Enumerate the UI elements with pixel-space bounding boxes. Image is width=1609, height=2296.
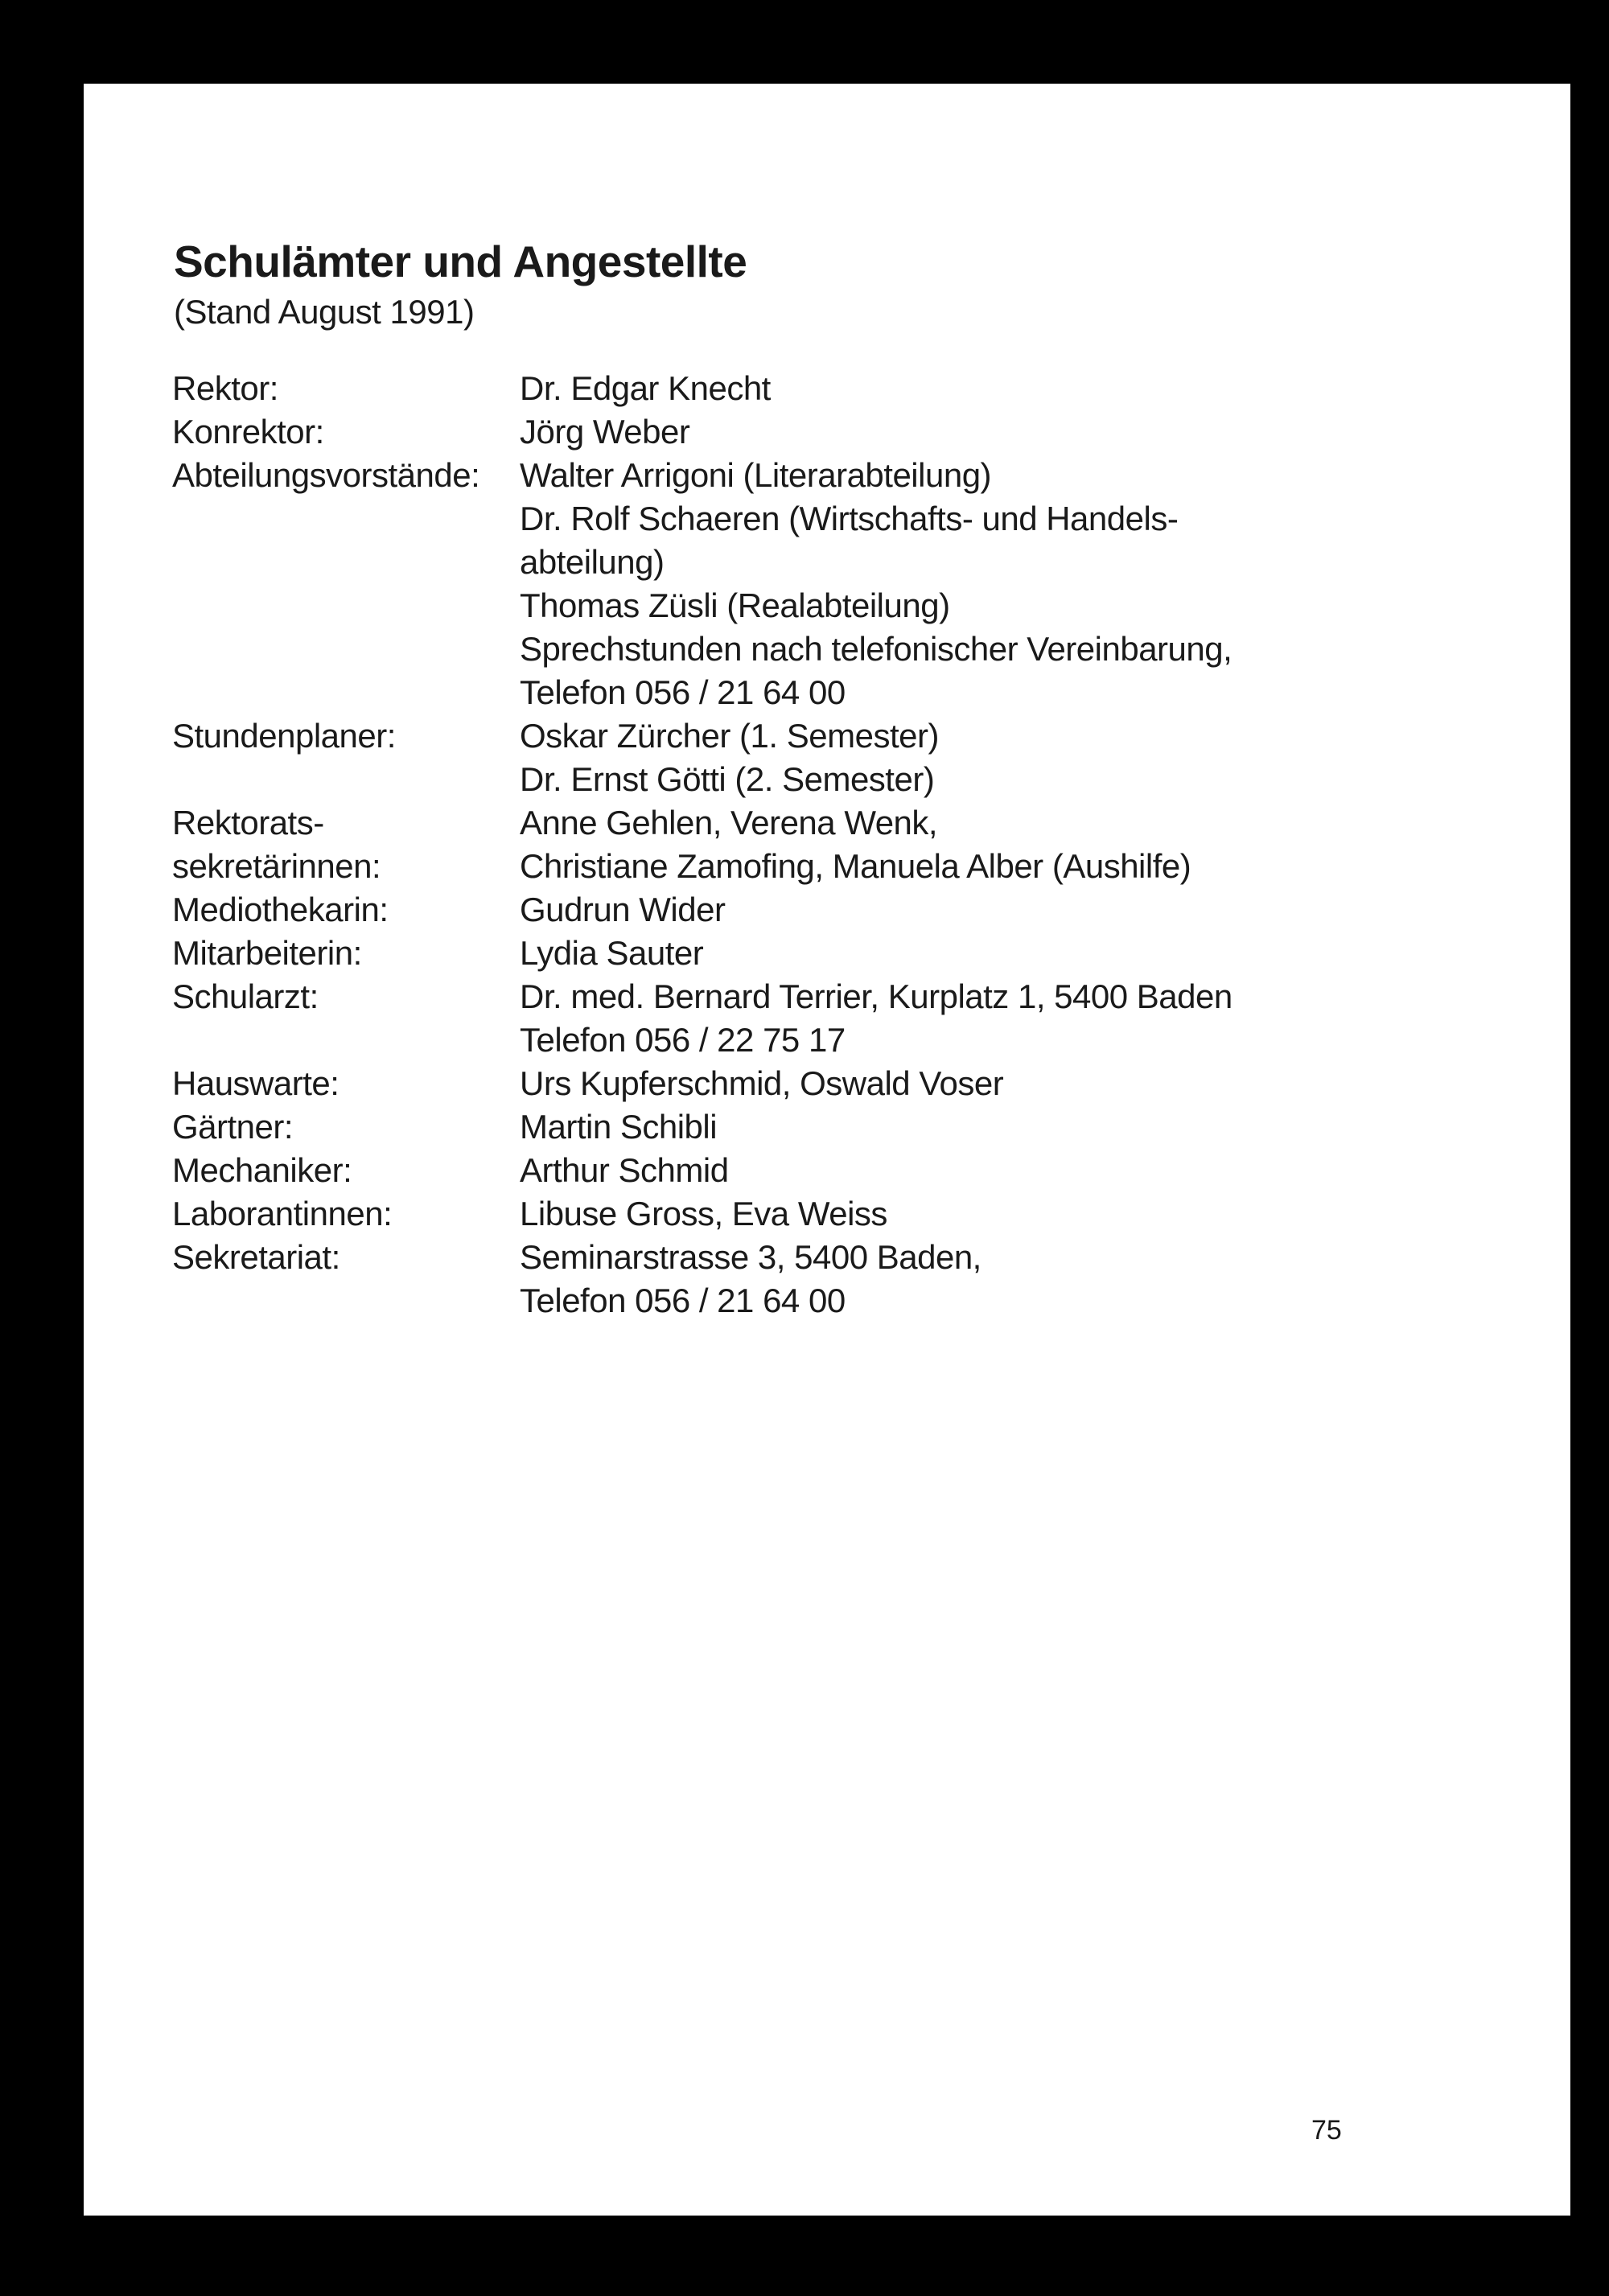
roster-values xyxy=(520,801,1459,888)
roster-label xyxy=(172,975,520,1062)
roster-values xyxy=(520,1105,1459,1149)
roster-row-mechaniker xyxy=(172,1149,1459,1192)
roster-values xyxy=(520,410,1459,454)
value-line: Telefon 056 / 21 64 00 xyxy=(520,673,846,711)
roster-label xyxy=(172,1236,520,1323)
roster-label xyxy=(172,1192,520,1236)
value-line: Sprechstunden nach telefonischer Vereinbarung, xyxy=(520,630,1232,668)
label-line: Mitarbeiterin: xyxy=(172,934,362,972)
label-line: Stundenplaner: xyxy=(172,717,396,755)
roster-values xyxy=(520,714,1459,801)
roster-row-rektor xyxy=(172,367,1459,410)
value-line: Dr. med. Bernard Terrier, Kurplatz 1, 5400 Baden xyxy=(520,977,1232,1015)
label-line: Mechaniker: xyxy=(172,1151,352,1189)
label-line: sekretärinnen: xyxy=(172,847,381,885)
roster-row-schularzt xyxy=(172,975,1459,1062)
roster-label xyxy=(172,367,520,410)
page-number: 75 xyxy=(1311,2115,1342,2146)
value-line: Thomas Züsli (Realabteilung) xyxy=(520,586,950,624)
roster-values xyxy=(520,932,1459,975)
roster-row-hauswarte xyxy=(172,1062,1459,1105)
roster-row-laborantinnen xyxy=(172,1192,1459,1236)
roster-label xyxy=(172,801,520,888)
roster-row-stundenplaner xyxy=(172,714,1459,801)
value-line: abteilung) xyxy=(520,543,665,581)
value-line: Christiane Zamofing, Manuela Alber (Aushilfe) xyxy=(520,847,1191,885)
value-line: Oskar Zürcher (1. Semester) xyxy=(520,717,939,755)
value-line: Arthur Schmid xyxy=(520,1151,729,1189)
roster-values xyxy=(520,1192,1459,1236)
roster-label xyxy=(172,1105,520,1149)
value-line: Anne Gehlen, Verena Wenk, xyxy=(520,804,938,841)
label-line: Konrektor: xyxy=(172,413,324,451)
roster-values xyxy=(520,367,1459,410)
roster-row-konrektor xyxy=(172,410,1459,454)
value-line: Lydia Sauter xyxy=(520,934,704,972)
value-line: Walter Arrigoni (Literarabteilung) xyxy=(520,456,992,494)
roster-values xyxy=(520,1062,1459,1105)
roster-label xyxy=(172,932,520,975)
roster-label xyxy=(172,410,520,454)
value-line: Seminarstrasse 3, 5400 Baden, xyxy=(520,1238,981,1276)
value-line: Martin Schibli xyxy=(520,1108,718,1146)
roster-label xyxy=(172,714,520,801)
label-line: Laborantinnen: xyxy=(172,1195,393,1232)
label-line: Rektor: xyxy=(172,369,278,407)
label-line: Rektorats- xyxy=(172,804,324,841)
value-line: Telefon 056 / 22 75 17 xyxy=(520,1021,846,1059)
roster-label xyxy=(172,454,520,714)
roster-values xyxy=(520,888,1459,932)
value-line: Gudrun Wider xyxy=(520,891,726,928)
label-line: Abteilungsvorstände: xyxy=(172,456,480,494)
roster-values xyxy=(520,1236,1459,1323)
page-title: Schulämter und Angestellte xyxy=(174,237,747,286)
roster-row-rektoratssekretaerinnen xyxy=(172,801,1459,888)
label-line: Sekretariat: xyxy=(172,1238,340,1276)
value-line: Jörg Weber xyxy=(520,413,690,451)
value-line: Urs Kupferschmid, Oswald Voser xyxy=(520,1064,1004,1102)
page-subtitle: (Stand August 1991) xyxy=(174,293,475,331)
roster-values xyxy=(520,1149,1459,1192)
value-line: Dr. Rolf Schaeren (Wirtschafts- und Handels- xyxy=(520,500,1179,537)
roster-row-gaertner xyxy=(172,1105,1459,1149)
roster-label xyxy=(172,1062,520,1105)
roster-row-mediothekarin xyxy=(172,888,1459,932)
roster-row-sekretariat xyxy=(172,1236,1459,1323)
roster-values xyxy=(520,975,1459,1062)
roster-label xyxy=(172,888,520,932)
label-line: Hauswarte: xyxy=(172,1064,339,1102)
roster-values xyxy=(520,454,1459,714)
value-line: Dr. Edgar Knecht xyxy=(520,369,771,407)
staff-roster xyxy=(172,367,1459,1323)
value-line: Telefon 056 / 21 64 00 xyxy=(520,1282,846,1319)
value-line: Dr. Ernst Götti (2. Semester) xyxy=(520,760,935,798)
label-line: Gärtner: xyxy=(172,1108,294,1146)
value-line: Libuse Gross, Eva Weiss xyxy=(520,1195,887,1232)
roster-row-mitarbeiterin xyxy=(172,932,1459,975)
document-page xyxy=(84,84,1570,2216)
label-line: Schularzt: xyxy=(172,977,319,1015)
label-line: Mediothekarin: xyxy=(172,891,389,928)
roster-label xyxy=(172,1149,520,1192)
roster-row-abteilungsvorstaende xyxy=(172,454,1459,714)
